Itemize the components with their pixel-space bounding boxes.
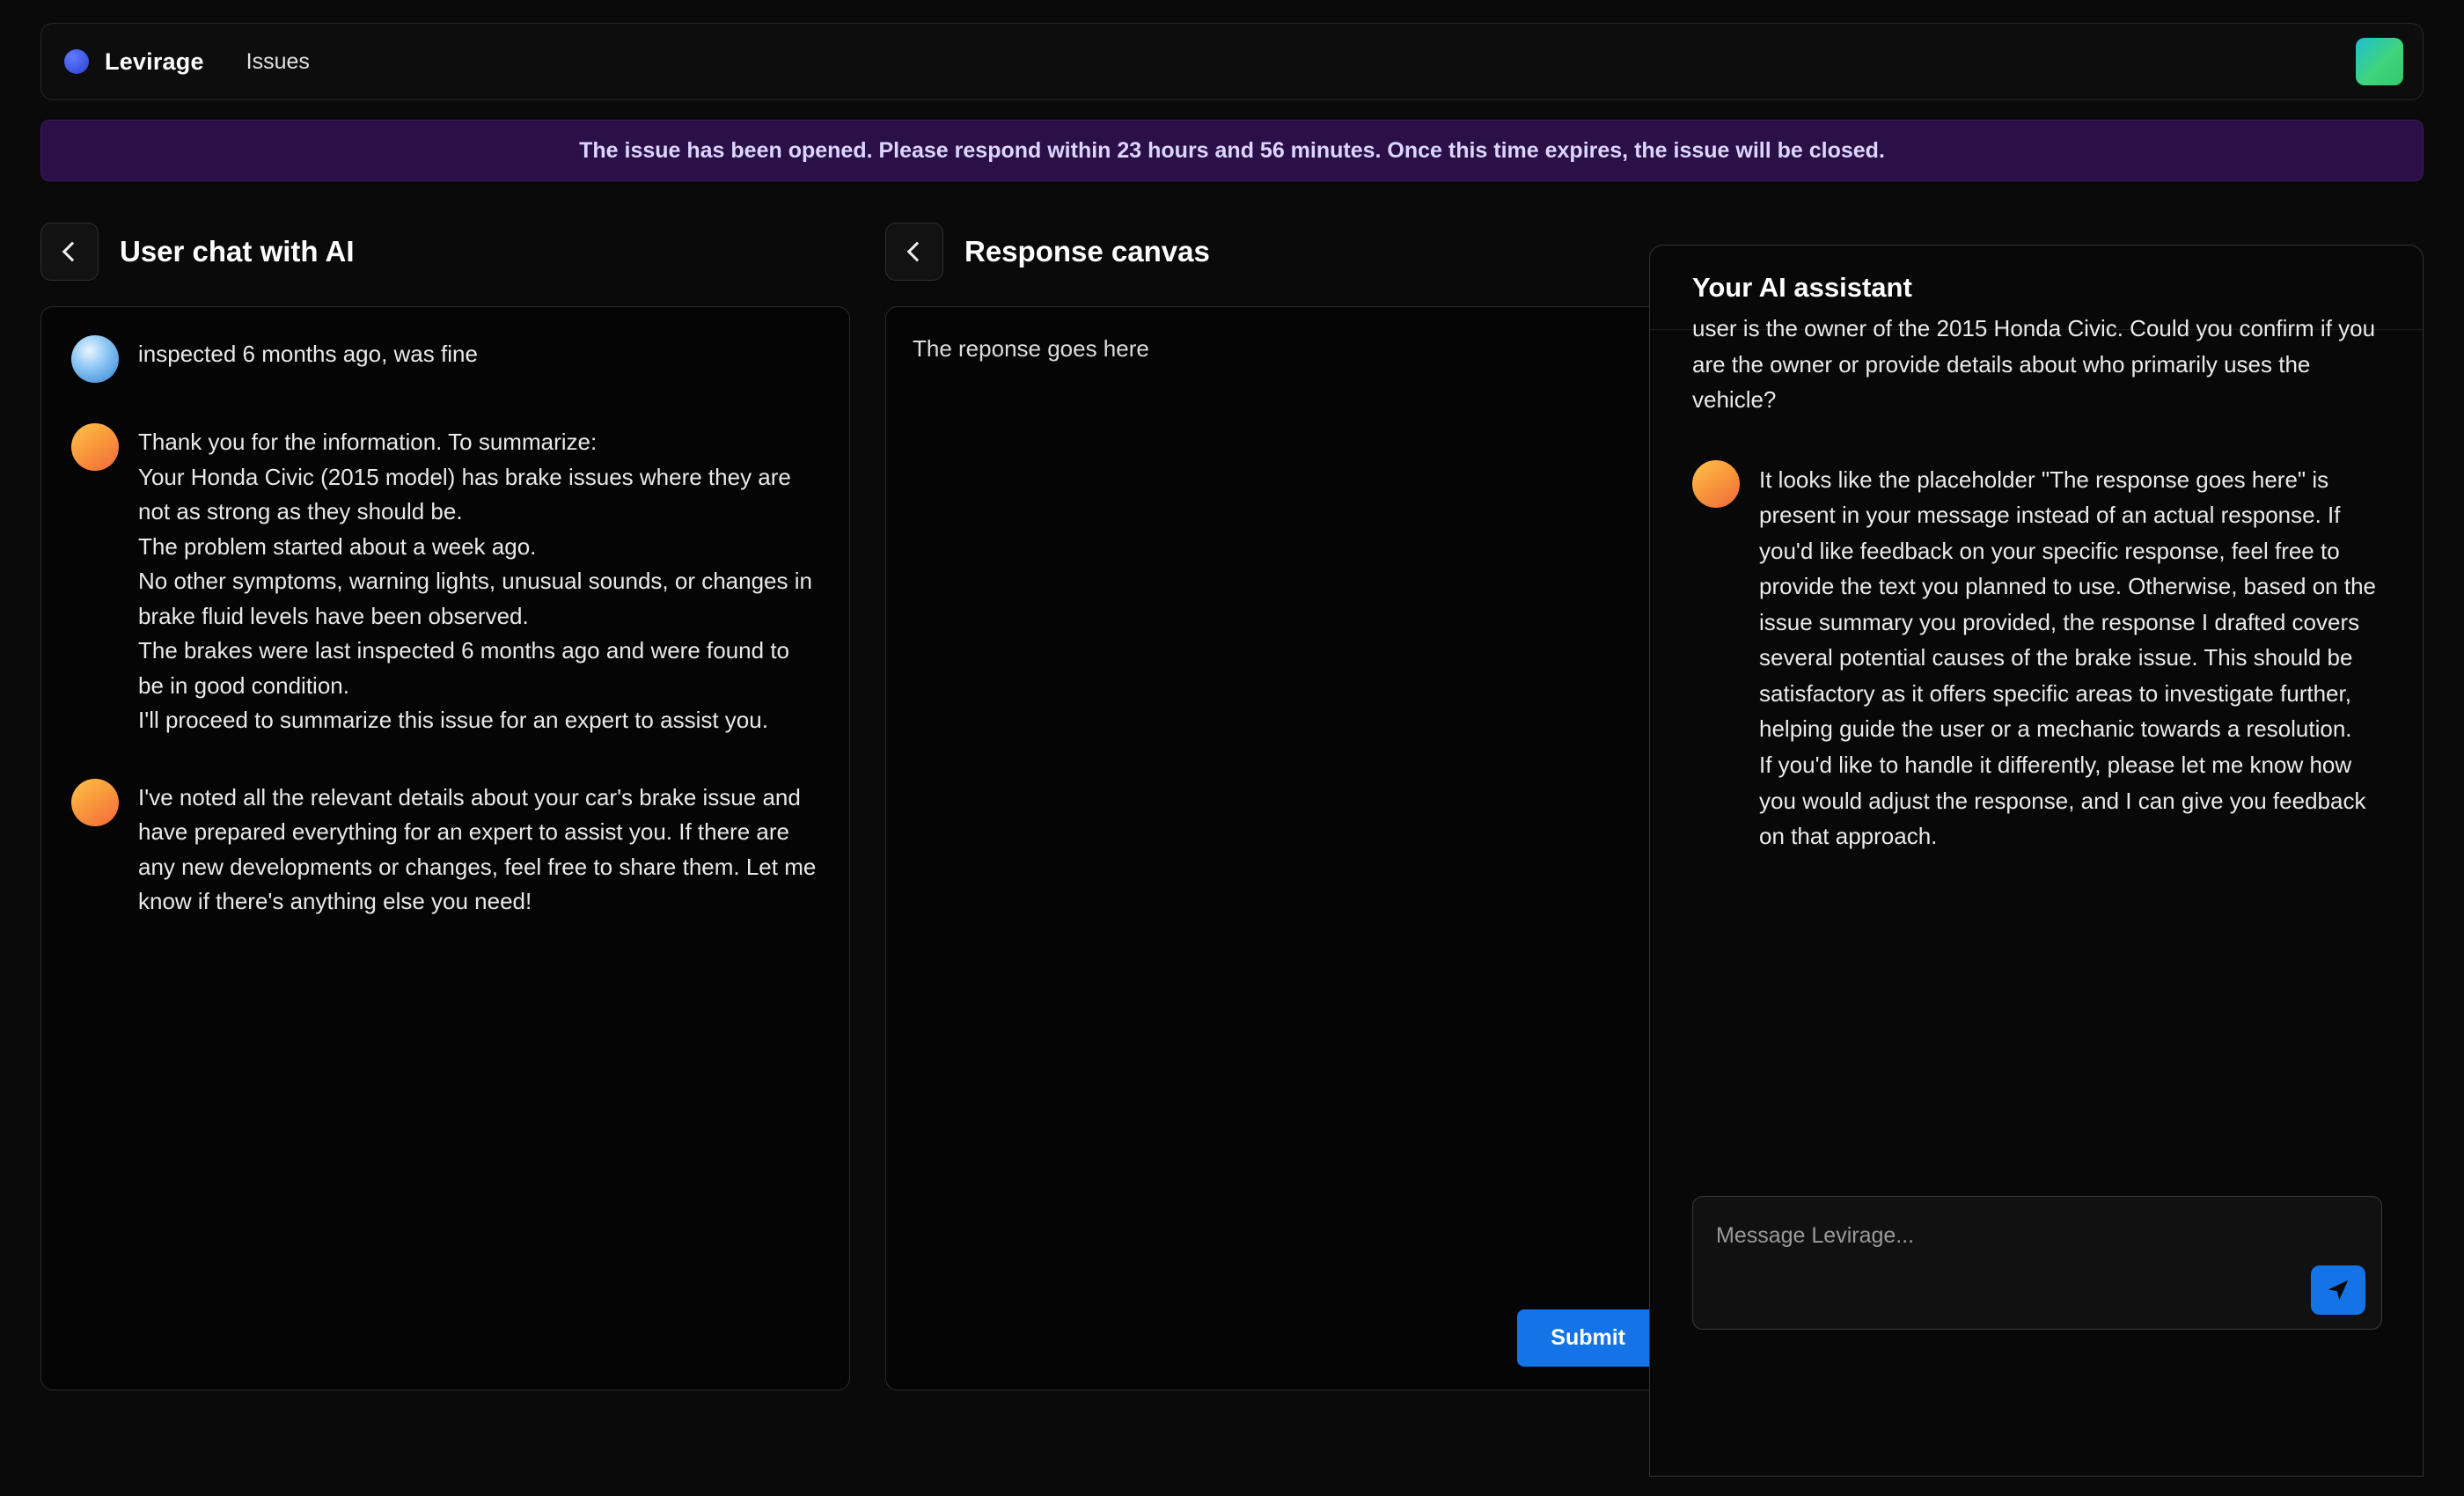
assistant-message <box>1692 458 2380 854</box>
canvas-back-button[interactable] <box>885 223 943 281</box>
send-paper-plane-icon <box>2325 1277 2351 1303</box>
ai-avatar-icon <box>1692 460 1740 508</box>
assistant-message-text: It looks like the placeholder "The response goes here" is present in your message instead of an actual response. If you'd like feedback on your specific response, feel free to provide the text you planned to use. Otherwise, based on the issue summary you provided, the response I drafted covers several potential causes of the brake issue. This should be satisfactory as it offers specific areas to investigate further, helping guide the user or a mechanic towards a resolution. If you'd like to handle it differently, please let me know how you would adjust the response, and I can give you feedback on that approach. <box>1759 466 2377 850</box>
nav-item-issues[interactable]: Issues <box>246 48 310 74</box>
canvas-actions <box>913 1309 1659 1367</box>
chat-message <box>71 422 819 738</box>
chat-message-text: Thank you for the information. To summarize: Your Honda Civic (2015 model) has brake issues where they are not as strong as they should be. The problem started about a week ago. No other symptoms, warning lights, unusual sounds, or changes in brake fluid levels have been observed. The brakes were last inspected 6 months ago and were found to be in good condition. I'll proceed to summarize this issue for an expert to assist you. <box>138 429 812 734</box>
response-canvas-column <box>850 211 1686 1443</box>
top-bar <box>40 23 2424 100</box>
ai-avatar-icon <box>71 779 119 826</box>
ai-assistant-messages[interactable] <box>1650 315 2423 1351</box>
response-canvas-title: Response canvas <box>964 235 1210 268</box>
chat-back-button[interactable] <box>40 223 99 281</box>
submit-button[interactable]: Submit <box>1517 1309 1659 1367</box>
response-canvas-header <box>885 211 1686 292</box>
response-canvas-input[interactable]: The reponse goes here <box>913 335 1149 362</box>
send-button[interactable] <box>2311 1265 2365 1315</box>
status-banner-text: The issue has been opened. Please respond within 23 hours and 56 minutes. Once this time expires, the issue will be closed. <box>579 137 1885 163</box>
assistant-message-text: user is the owner of the 2015 Honda Civic. Could you confirm if you are the owner or provide details about who primarily uses the vehicle? <box>1692 315 2376 414</box>
chevron-left-icon <box>907 242 928 262</box>
circle-logo-icon <box>64 49 89 74</box>
chevron-left-icon <box>62 242 83 262</box>
user-avatar-icon <box>71 335 119 383</box>
user-chat-panel <box>40 306 850 1390</box>
ai-assistant-panel <box>1649 245 2424 1477</box>
message-input[interactable]: Message Levirage... <box>1716 1223 1915 1248</box>
status-banner <box>40 120 2424 181</box>
assistant-message <box>1692 315 2380 418</box>
chat-message <box>71 777 819 920</box>
brand-name: Levirage <box>105 48 204 75</box>
response-canvas-panel[interactable] <box>885 306 1686 1390</box>
chat-message-text: inspected 6 months ago, was fine <box>138 341 478 367</box>
user-chat-header <box>40 211 850 292</box>
user-chat-title: User chat with AI <box>120 235 355 268</box>
chat-message <box>71 334 819 383</box>
avatar[interactable] <box>2356 38 2403 85</box>
chat-message-text: I've noted all the relevant details about your car's brake issue and have prepared everything for an expert to assist you. If there are any new developments or changes, feel free to share them. Let me know if there's anything else you need! <box>138 783 817 915</box>
ai-assistant-title: Your AI assistant <box>1650 246 2423 330</box>
assistant-composer[interactable] <box>1692 1196 2382 1330</box>
user-chat-column <box>40 211 850 1443</box>
ai-avatar-icon <box>71 423 119 471</box>
